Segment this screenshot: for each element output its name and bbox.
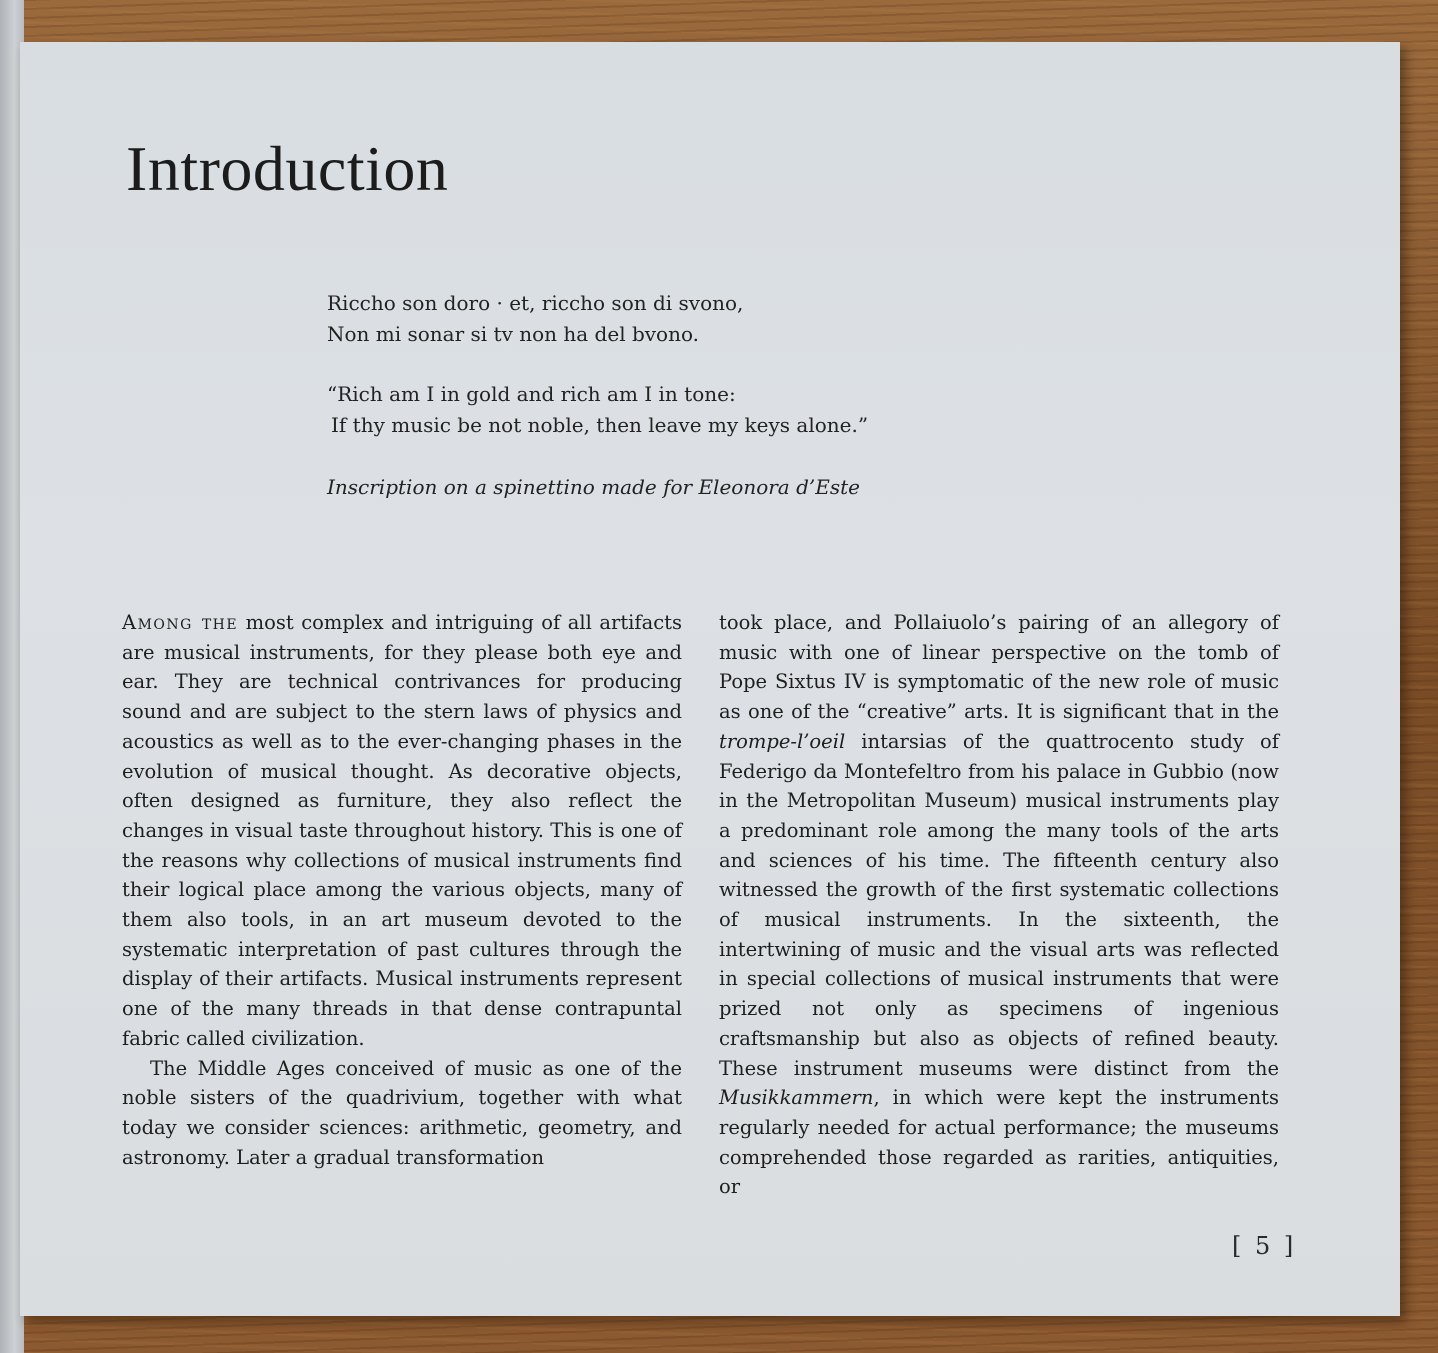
paragraph-text: The Middle Ages conceived of music as one of the noble sisters of the quadrivium, together with what today we consider sciences: arithmetic, geometry, and astronomy. Later a gradual transformation — [122, 1056, 682, 1169]
paragraph-text: , in which were kept the instruments regularly needed for actual performance; the museums comprehended those regarded as rarities, antiquities, or — [719, 1086, 1279, 1199]
epigraph-translation-line: If thy music be not noble, then leave my keys alone.” — [331, 413, 869, 437]
paragraph — [719, 608, 1279, 1202]
paragraph-text: most complex and intriguing of all artifacts are musical instruments, for they please both eye and ear. They are technical contrivances for producing sound and are subject to the stern laws of physics and acoustics as well as to the ever-changing phases in the evolution of musical thought. As decorative objects, often designed as furniture, they also reflect the changes in visual taste throughout history. This is one of the reasons why collections of musical instruments find their logical place among the various objects, many of them also tools, in an art museum devoted to the systematic interpretation of past cultures through the display of their artifacts. Musical instruments represent one of the many threads in that dense contrapuntal fabric called civilization. — [122, 611, 683, 1050]
epigraph-original-line: Non mi sonar si tv non ha del bvono. — [327, 322, 700, 346]
page-title: Introduction — [126, 133, 449, 204]
epigraph-translation-line: “Rich am I in gold and rich am I in tone: — [327, 382, 736, 406]
paragraph — [122, 1054, 682, 1173]
epigraph-translation — [327, 379, 947, 441]
paragraph-text: took place, and Pollaiuolo’s pairing of an allegory of music with one of linear perspective on the tomb of Pope Sixtus IV is symptomatic of the new role of music as one of the “creative” arts. It is significant that in the — [719, 611, 1279, 724]
paragraph — [122, 608, 682, 1054]
text-column-left — [122, 608, 682, 1172]
epigraph — [327, 288, 947, 503]
italic-term: Musikkammern — [719, 1086, 874, 1110]
epigraph-attribution: Inscription on a spinettino made for Eleonora d’Este — [327, 475, 860, 499]
epigraph-original — [327, 288, 947, 350]
italic-term: trompe-l’oeil — [719, 729, 846, 753]
page-number: [ 5 ] — [1232, 1232, 1297, 1260]
book-page — [20, 42, 1400, 1316]
lead-in-smallcaps: Among the — [122, 611, 239, 634]
text-column-right — [719, 608, 1279, 1202]
paragraph-text: intarsias of the quattrocento study of Federigo da Montefeltro from his palace in Gubbio (now in the Metropolitan Museum) musical instruments play a predominant role among the many tools of the arts and sciences of his time. The fifteenth century also witnessed the growth of the first systematic collections of musical instruments. In the sixteenth, the intertwining of music and the visual arts was reflected in special collections of musical instruments that were prized not only as specimens of ingenious craftsmanship but also as objects of refined beauty. These instrument museums were distinct from the — [719, 729, 1279, 1080]
epigraph-original-line: Riccho son doro · et, riccho son di svono, — [327, 291, 744, 315]
body-text — [122, 608, 1284, 1220]
